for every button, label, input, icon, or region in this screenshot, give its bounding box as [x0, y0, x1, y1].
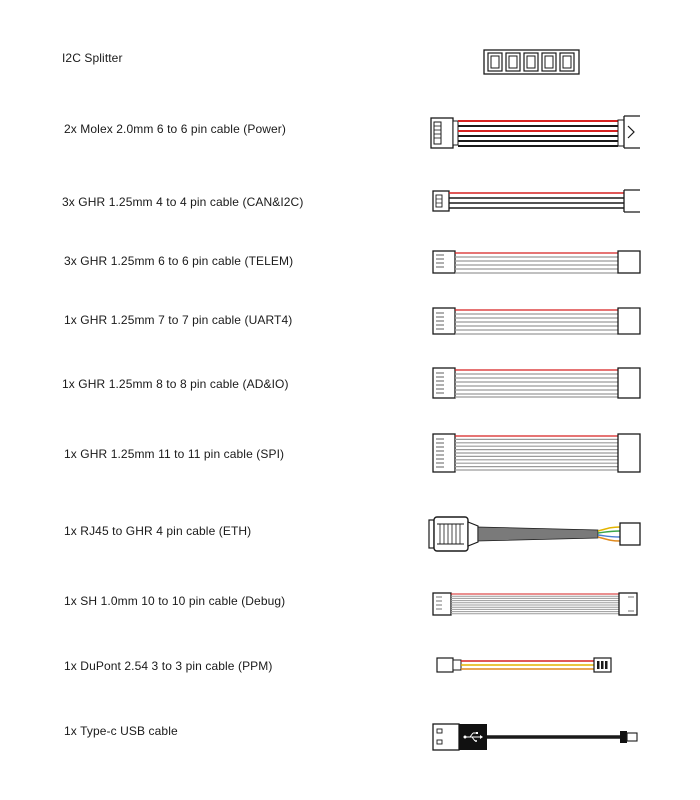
sh-10pin-debug-cable-illustration	[432, 590, 642, 618]
ghr-8pin-ad-io-cable-illustration	[432, 366, 642, 400]
item-label-rj45-eth: 1x RJ45 to GHR 4 pin cable (ETH)	[64, 524, 252, 538]
item-label-dupont-ppm: 1x DuPont 2.54 3 to 3 pin cable (PPM)	[64, 659, 273, 673]
dupont-3pin-ppm-cable-illustration	[436, 655, 616, 675]
item-label-ghr-telem: 3x GHR 1.25mm 6 to 6 pin cable (TELEM)	[64, 254, 294, 268]
item-label-ghr-spi: 1x GHR 1.25mm 11 to 11 pin cable (SPI)	[64, 447, 285, 461]
ghr-4pin-can-i2c-cable-illustration	[432, 188, 642, 214]
type-c-usb-cable-illustration	[432, 722, 642, 752]
ghr-7pin-uart4-cable-illustration	[432, 306, 642, 336]
i2c-splitter-illustration	[482, 48, 582, 76]
item-label-i2c-splitter: I2C Splitter	[62, 51, 123, 65]
item-label-type-c-usb: 1x Type-c USB cable	[64, 724, 178, 738]
item-label-ghr-uart4: 1x GHR 1.25mm 7 to 7 pin cable (UART4)	[64, 313, 293, 327]
ghr-6pin-telem-cable-illustration	[432, 248, 642, 276]
item-label-ghr-ad-io: 1x GHR 1.25mm 8 to 8 pin cable (AD&IO)	[62, 377, 289, 391]
rj45-to-ghr-eth-cable-illustration	[428, 514, 642, 554]
item-label-molex-power: 2x Molex 2.0mm 6 to 6 pin cable (Power)	[64, 122, 286, 136]
item-label-ghr-can-i2c: 3x GHR 1.25mm 4 to 4 pin cable (CAN&I2C)	[62, 195, 304, 209]
molex-power-cable-illustration	[430, 112, 642, 152]
ghr-11pin-spi-cable-illustration	[432, 432, 642, 474]
item-label-sh-debug: 1x SH 1.0mm 10 to 10 pin cable (Debug)	[64, 594, 286, 608]
